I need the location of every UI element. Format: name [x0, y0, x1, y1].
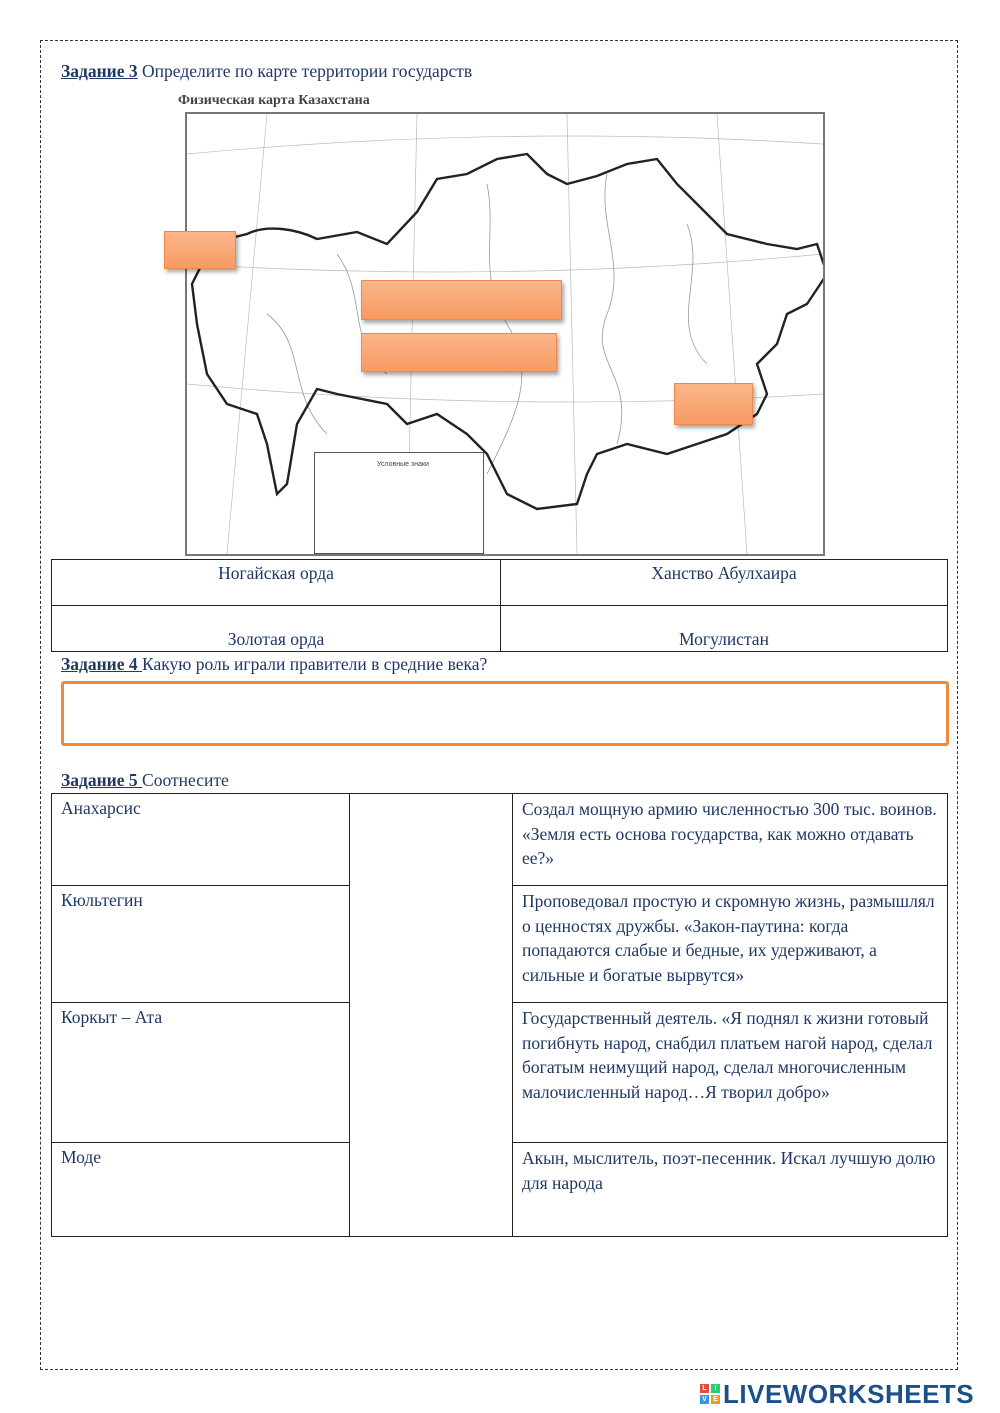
person-name: Анахарсис	[52, 794, 350, 886]
task3-label: Задание 3	[61, 61, 138, 81]
task4-heading	[61, 654, 487, 675]
liveworksheets-logo	[700, 1378, 974, 1410]
map-drop-zone-center-upper[interactable]	[361, 280, 562, 320]
state-cell[interactable]: Ногайская орда	[52, 560, 501, 606]
task5-heading	[61, 770, 229, 791]
map-legend	[314, 452, 484, 554]
person-description: Создал мощную армию численностью 300 тыс. воинов. «Земля есть основа государства, как можно отдавать ее?»	[513, 794, 948, 886]
state-cell[interactable]: Ханство Абулхаира	[501, 560, 948, 606]
map-drop-zone-west[interactable]	[164, 231, 236, 269]
matching-answer-column[interactable]	[350, 794, 513, 1237]
map-drop-zone-southeast[interactable]	[674, 383, 753, 425]
logo-mark-icon: L I V E	[700, 1384, 720, 1404]
task3-text: Определите по карте территории государств	[137, 61, 473, 81]
person-name: Кюльтегин	[52, 886, 350, 1003]
task4-label: Задание 4	[61, 654, 143, 674]
matching-table	[51, 793, 948, 1237]
map-title: Физическая карта Казахстана	[178, 93, 370, 108]
person-description: Проповедовал простую и скромную жизнь, размышлял о ценностях дружбы. «Закон-паутина: когда попадаются слабые и бедные, их удерживают, а сильные и богатые вырвутся»	[513, 886, 948, 1003]
task4-text: Какую роль играли правители в средние века?	[142, 654, 488, 674]
legend-label: Условные знаки	[377, 461, 429, 468]
person-description: Государственный деятель. «Я поднял к жизни готовый погибнуть народ, снабдил платьем нагой народ, сделал богатым неимущий народ, сделал многочисленным малочисленный народ…Я творил добро»	[513, 1003, 948, 1143]
logo-text: LIVEWORKSHEETS	[723, 1378, 975, 1409]
task3-heading	[61, 61, 472, 82]
states-table	[51, 559, 948, 652]
state-cell[interactable]: Золотая орда	[52, 606, 501, 652]
state-cell[interactable]: Могулистан	[501, 606, 948, 652]
task4-answer-input[interactable]	[61, 681, 949, 746]
task5-label: Задание 5	[61, 770, 143, 790]
person-name: Моде	[52, 1143, 350, 1237]
task5-text: Соотнесите	[142, 770, 229, 790]
person-name: Коркыт – Ата	[52, 1003, 350, 1143]
map-drop-zone-center-lower[interactable]	[361, 333, 557, 372]
person-description: Акын, мыслитель, поэт-песенник. Искал лучшую долю для народа	[513, 1143, 948, 1237]
